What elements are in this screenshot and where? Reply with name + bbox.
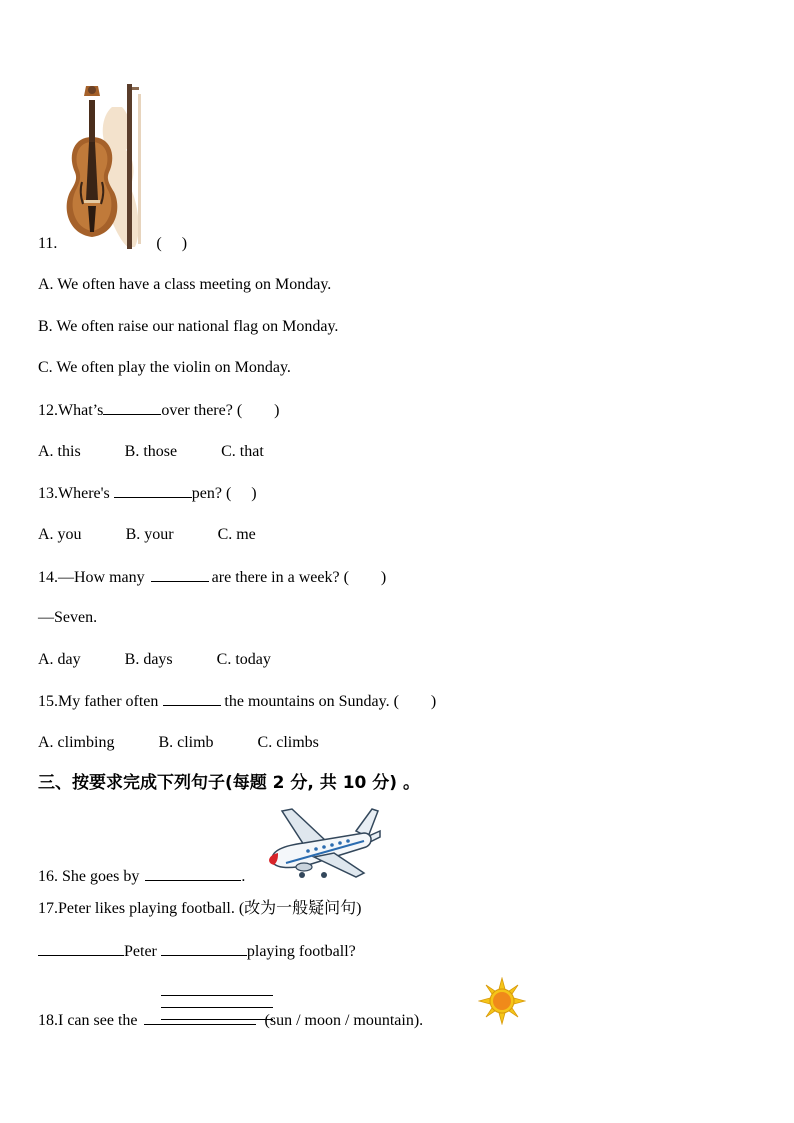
- q15-blank[interactable]: [163, 691, 221, 706]
- q15-text-pre: 15.My father often: [38, 693, 159, 710]
- question-17: 17.Peter likes playing football. (改为一般疑问句): [38, 900, 362, 917]
- q12-option-b: B. those: [124, 443, 178, 460]
- q12-option-c: C. that: [221, 443, 264, 460]
- q13-option-b: B. your: [125, 526, 174, 543]
- q17-blank-2[interactable]: [161, 941, 247, 956]
- q15-option-a: A. climbing: [38, 734, 115, 751]
- q14-option-a: A. day: [38, 651, 81, 668]
- question-13: [38, 483, 257, 504]
- q14-text-post: are there in a week? ( ): [211, 569, 387, 586]
- question-12: [38, 400, 280, 421]
- sun-icon: [478, 977, 526, 1025]
- q11-option-b: B. We often raise our national flag on Monday.: [38, 318, 339, 335]
- question-18: [38, 1010, 423, 1031]
- q13-text-post: pen? ( ): [191, 485, 257, 502]
- q18-text-pre: 18.I can see the: [38, 1012, 138, 1029]
- q14-blank[interactable]: [151, 567, 209, 582]
- q12-text-post: over there? ( ): [161, 402, 280, 419]
- q17-text-mid: Peter: [124, 943, 157, 960]
- q14-answer: —Seven.: [38, 609, 98, 626]
- q16-text-post: .: [241, 868, 246, 885]
- q13-option-a: A. you: [38, 526, 82, 543]
- q16-blank[interactable]: [145, 866, 241, 881]
- q16-text-pre: 16. She goes by: [38, 868, 140, 885]
- q17-text-post: playing football?: [246, 943, 356, 960]
- q17-blank-1[interactable]: [38, 941, 124, 956]
- q13-text-pre: 13.Where's: [38, 485, 110, 502]
- q13-blank[interactable]: [114, 483, 192, 498]
- q11-number: 11.: [38, 235, 58, 252]
- section-3-title: 三、按要求完成下列句子(每题 2 分, 共 10 分) 。: [38, 773, 420, 793]
- q17-answer-line: [38, 941, 356, 962]
- airplane-icon: [264, 803, 382, 883]
- q12-options: [38, 442, 264, 462]
- q12-blank[interactable]: [103, 400, 161, 415]
- violin-icon: [60, 82, 155, 252]
- q18-text-post: (sun / moon / mountain).: [264, 1012, 424, 1029]
- question-15: [38, 691, 436, 712]
- q15-text-post: the mountains on Sunday. ( ): [224, 693, 437, 710]
- q18-blank[interactable]: [144, 1010, 256, 1025]
- q15-option-b: B. climb: [158, 734, 214, 751]
- q13-options: [38, 525, 256, 545]
- q13-option-c: C. me: [217, 526, 256, 543]
- q14-text-pre: 14.—How many: [38, 569, 145, 586]
- question-11: [38, 234, 187, 254]
- q11-answer-paren: ( ): [156, 235, 188, 252]
- q14-option-b: B. days: [124, 651, 173, 668]
- q14-option-c: C. today: [216, 651, 271, 668]
- q11-option-c: C. We often play the violin on Monday.: [38, 359, 291, 376]
- q11-option-a: A. We often have a class meeting on Monday.: [38, 276, 332, 293]
- q12-option-a: A. this: [38, 443, 81, 460]
- question-14: [38, 567, 386, 588]
- q15-option-c: C. climbs: [257, 734, 319, 751]
- question-16: [38, 866, 245, 887]
- q12-text-pre: 12.What’s: [38, 402, 104, 419]
- q14-options: [38, 650, 271, 670]
- q15-options: [38, 733, 319, 753]
